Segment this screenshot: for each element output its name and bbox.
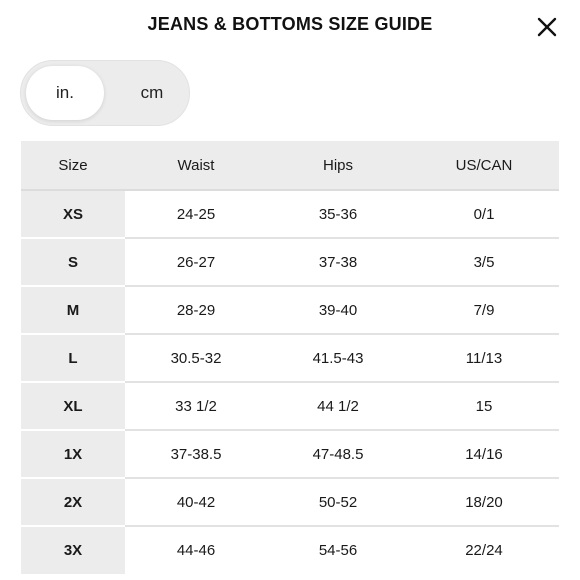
table-header-row — [21, 141, 559, 190]
hips-cell: 47-48.5 — [267, 430, 409, 478]
header-us-can: US/CAN — [409, 141, 559, 190]
hips-cell: 41.5-43 — [267, 334, 409, 382]
size-cell: M — [21, 286, 125, 334]
waist-cell: 26-27 — [125, 238, 267, 286]
table-row — [21, 286, 559, 334]
table-row — [21, 334, 559, 382]
hips-cell: 44 1/2 — [267, 382, 409, 430]
table-row — [21, 382, 559, 430]
waist-cell: 40-42 — [125, 478, 267, 526]
unit-option-centimeters[interactable]: cm — [140, 83, 164, 102]
table-row — [21, 478, 559, 526]
size-cell: L — [21, 334, 125, 382]
waist-cell: 28-29 — [125, 286, 267, 334]
table-row — [21, 430, 559, 478]
waist-cell: 44-46 — [176, 542, 216, 559]
table-row — [21, 526, 559, 574]
waist-cell: 24-25 — [125, 190, 267, 238]
size-cell: XS — [21, 190, 125, 238]
us-can-cell: 22/24 — [465, 542, 503, 559]
us-can-cell: 15 — [409, 382, 559, 430]
size-cell: 1X — [21, 430, 125, 478]
header-hips: Hips — [267, 141, 409, 190]
size-cell: S — [21, 238, 125, 286]
size-chart-table — [21, 141, 559, 574]
waist-cell: 33 1/2 — [125, 382, 267, 430]
unit-toggle — [20, 60, 190, 126]
hips-cell: 35-36 — [267, 190, 409, 238]
waist-cell: 30.5-32 — [125, 334, 267, 382]
size-cell: XL — [21, 382, 125, 430]
us-can-cell: 7/9 — [409, 286, 559, 334]
size-cell: 2X — [21, 478, 125, 526]
close-button[interactable] — [536, 16, 558, 38]
close-icon — [536, 16, 558, 38]
hips-cell: 54-56 — [318, 542, 358, 559]
hips-cell: 39-40 — [267, 286, 409, 334]
waist-cell: 37-38.5 — [125, 430, 267, 478]
us-can-cell: 14/16 — [409, 430, 559, 478]
hips-cell: 50-52 — [267, 478, 409, 526]
modal-title: JEANS & BOTTOMS SIZE GUIDE — [147, 14, 433, 34]
table-row — [21, 190, 559, 238]
us-can-cell: 3/5 — [409, 238, 559, 286]
unit-option-inches[interactable]: in. — [26, 66, 104, 120]
header-waist: Waist — [125, 141, 267, 190]
us-can-cell: 11/13 — [409, 334, 559, 382]
header-size: Size — [21, 141, 125, 190]
size-cell: 3X — [21, 526, 125, 574]
us-can-cell: 0/1 — [409, 190, 559, 238]
table-row — [21, 238, 559, 286]
hips-cell: 37-38 — [267, 238, 409, 286]
us-can-cell: 18/20 — [409, 478, 559, 526]
